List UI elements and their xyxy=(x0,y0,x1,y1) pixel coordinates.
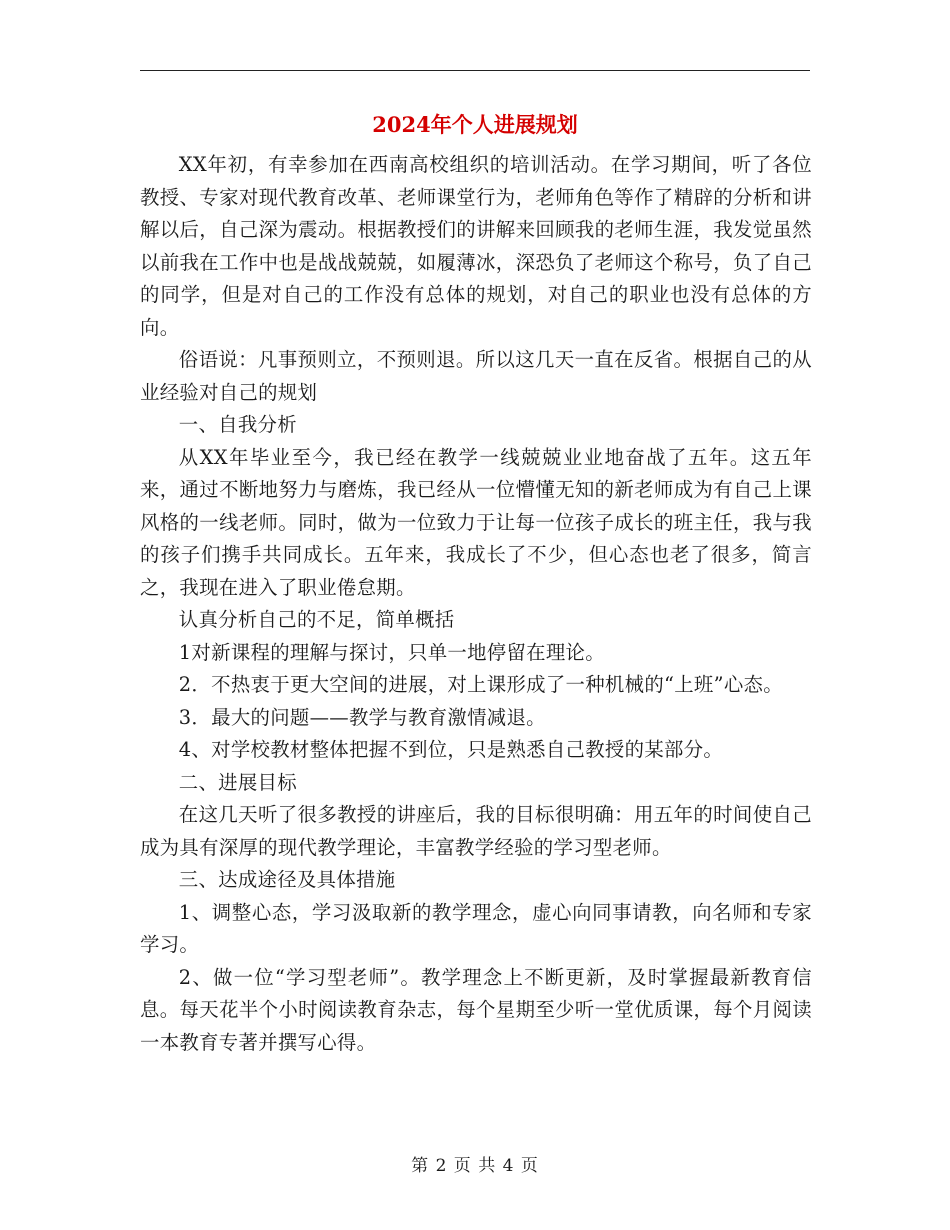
paragraph-goals: 在这几天听了很多教授的讲座后，我的目标很明确：用五年的时间使自己成为具有深厚的现代教学理论，丰富教学经验的学习型老师。 xyxy=(140,803,812,859)
list-item-shortcoming-1: 1对新课程的理解与探讨，只单一地停留在理论。 xyxy=(178,640,605,664)
list-item-shortcoming-2: 2．不热衷于更大空间的进展，对上课形成了一种机械的“上班”心态。 xyxy=(178,673,783,696)
section-heading-self-analysis: 一、自我分析 xyxy=(178,413,297,436)
paragraph-self-analysis: 从XX年毕业至今，我已经在教学一线兢兢业业地奋战了五年。这五年来，通过不断地努力与磨炼，我已经从一位懵懂无知的新老师成为有自己上课风格的一线老师。同时，做为一位致力于让每一位孩子成长的班主任，我与我的孩子们携手共同成长。五年来，我成长了不少，但心态也老了很多，简言之，我现在进入了职业倦怠期。 xyxy=(140,445,812,599)
list-item-shortcoming-4: 4、对学校教材整体把握不到位，只是熟悉自己教授的某部分。 xyxy=(178,738,724,761)
document-title: 2024年个人进展规划 xyxy=(372,112,578,137)
section-heading-measures: 三、达成途径及具体措施 xyxy=(178,868,396,891)
document-body xyxy=(140,149,812,1059)
section-heading-goals: 二、进展目标 xyxy=(178,770,297,794)
list-item-measure-1: 1、调整心态，学习汲取新的教学理念，虚心向同事请教，向名师和专家学习。 xyxy=(140,900,812,956)
page-footer: 第 2 页 共 4 页 xyxy=(411,1156,539,1176)
paragraph-proverb: 俗语说：凡事预则立，不预则退。所以这几天一直在反省。根据自己的从业经验对自己的规划 xyxy=(140,348,812,404)
list-item-measure-2: 2、做一位“学习型老师”。教学理念上不断更新，及时掌握最新教育信息。每天花半个小时阅读教育杂志，每个星期至少听一堂优质课，每个月阅读一本教育专著并撰写心得。 xyxy=(140,965,812,1054)
paragraph-intro: XX年初，有幸参加在西南高校组织的培训活动。在学习期间，听了各位教授、专家对现代教育改革、老师课堂行为，老师角色等作了精辟的分析和讲解以后，自己深为震动。根据教授们的讲解来回顾我的老师生涯，我发觉虽然以前我在工作中也是战战兢兢，如履薄冰，深恐负了老师这个称号，负了自己的同学，但是对自己的工作没有总体的规划，对自己的职业也没有总体的方向。 xyxy=(140,153,812,339)
list-item-shortcoming-3: 3．最大的问题——教学与教育激情减退。 xyxy=(178,705,546,729)
header-rule xyxy=(140,70,810,71)
paragraph-shortcomings-intro: 认真分析自己的不足，简单概括 xyxy=(178,608,455,631)
